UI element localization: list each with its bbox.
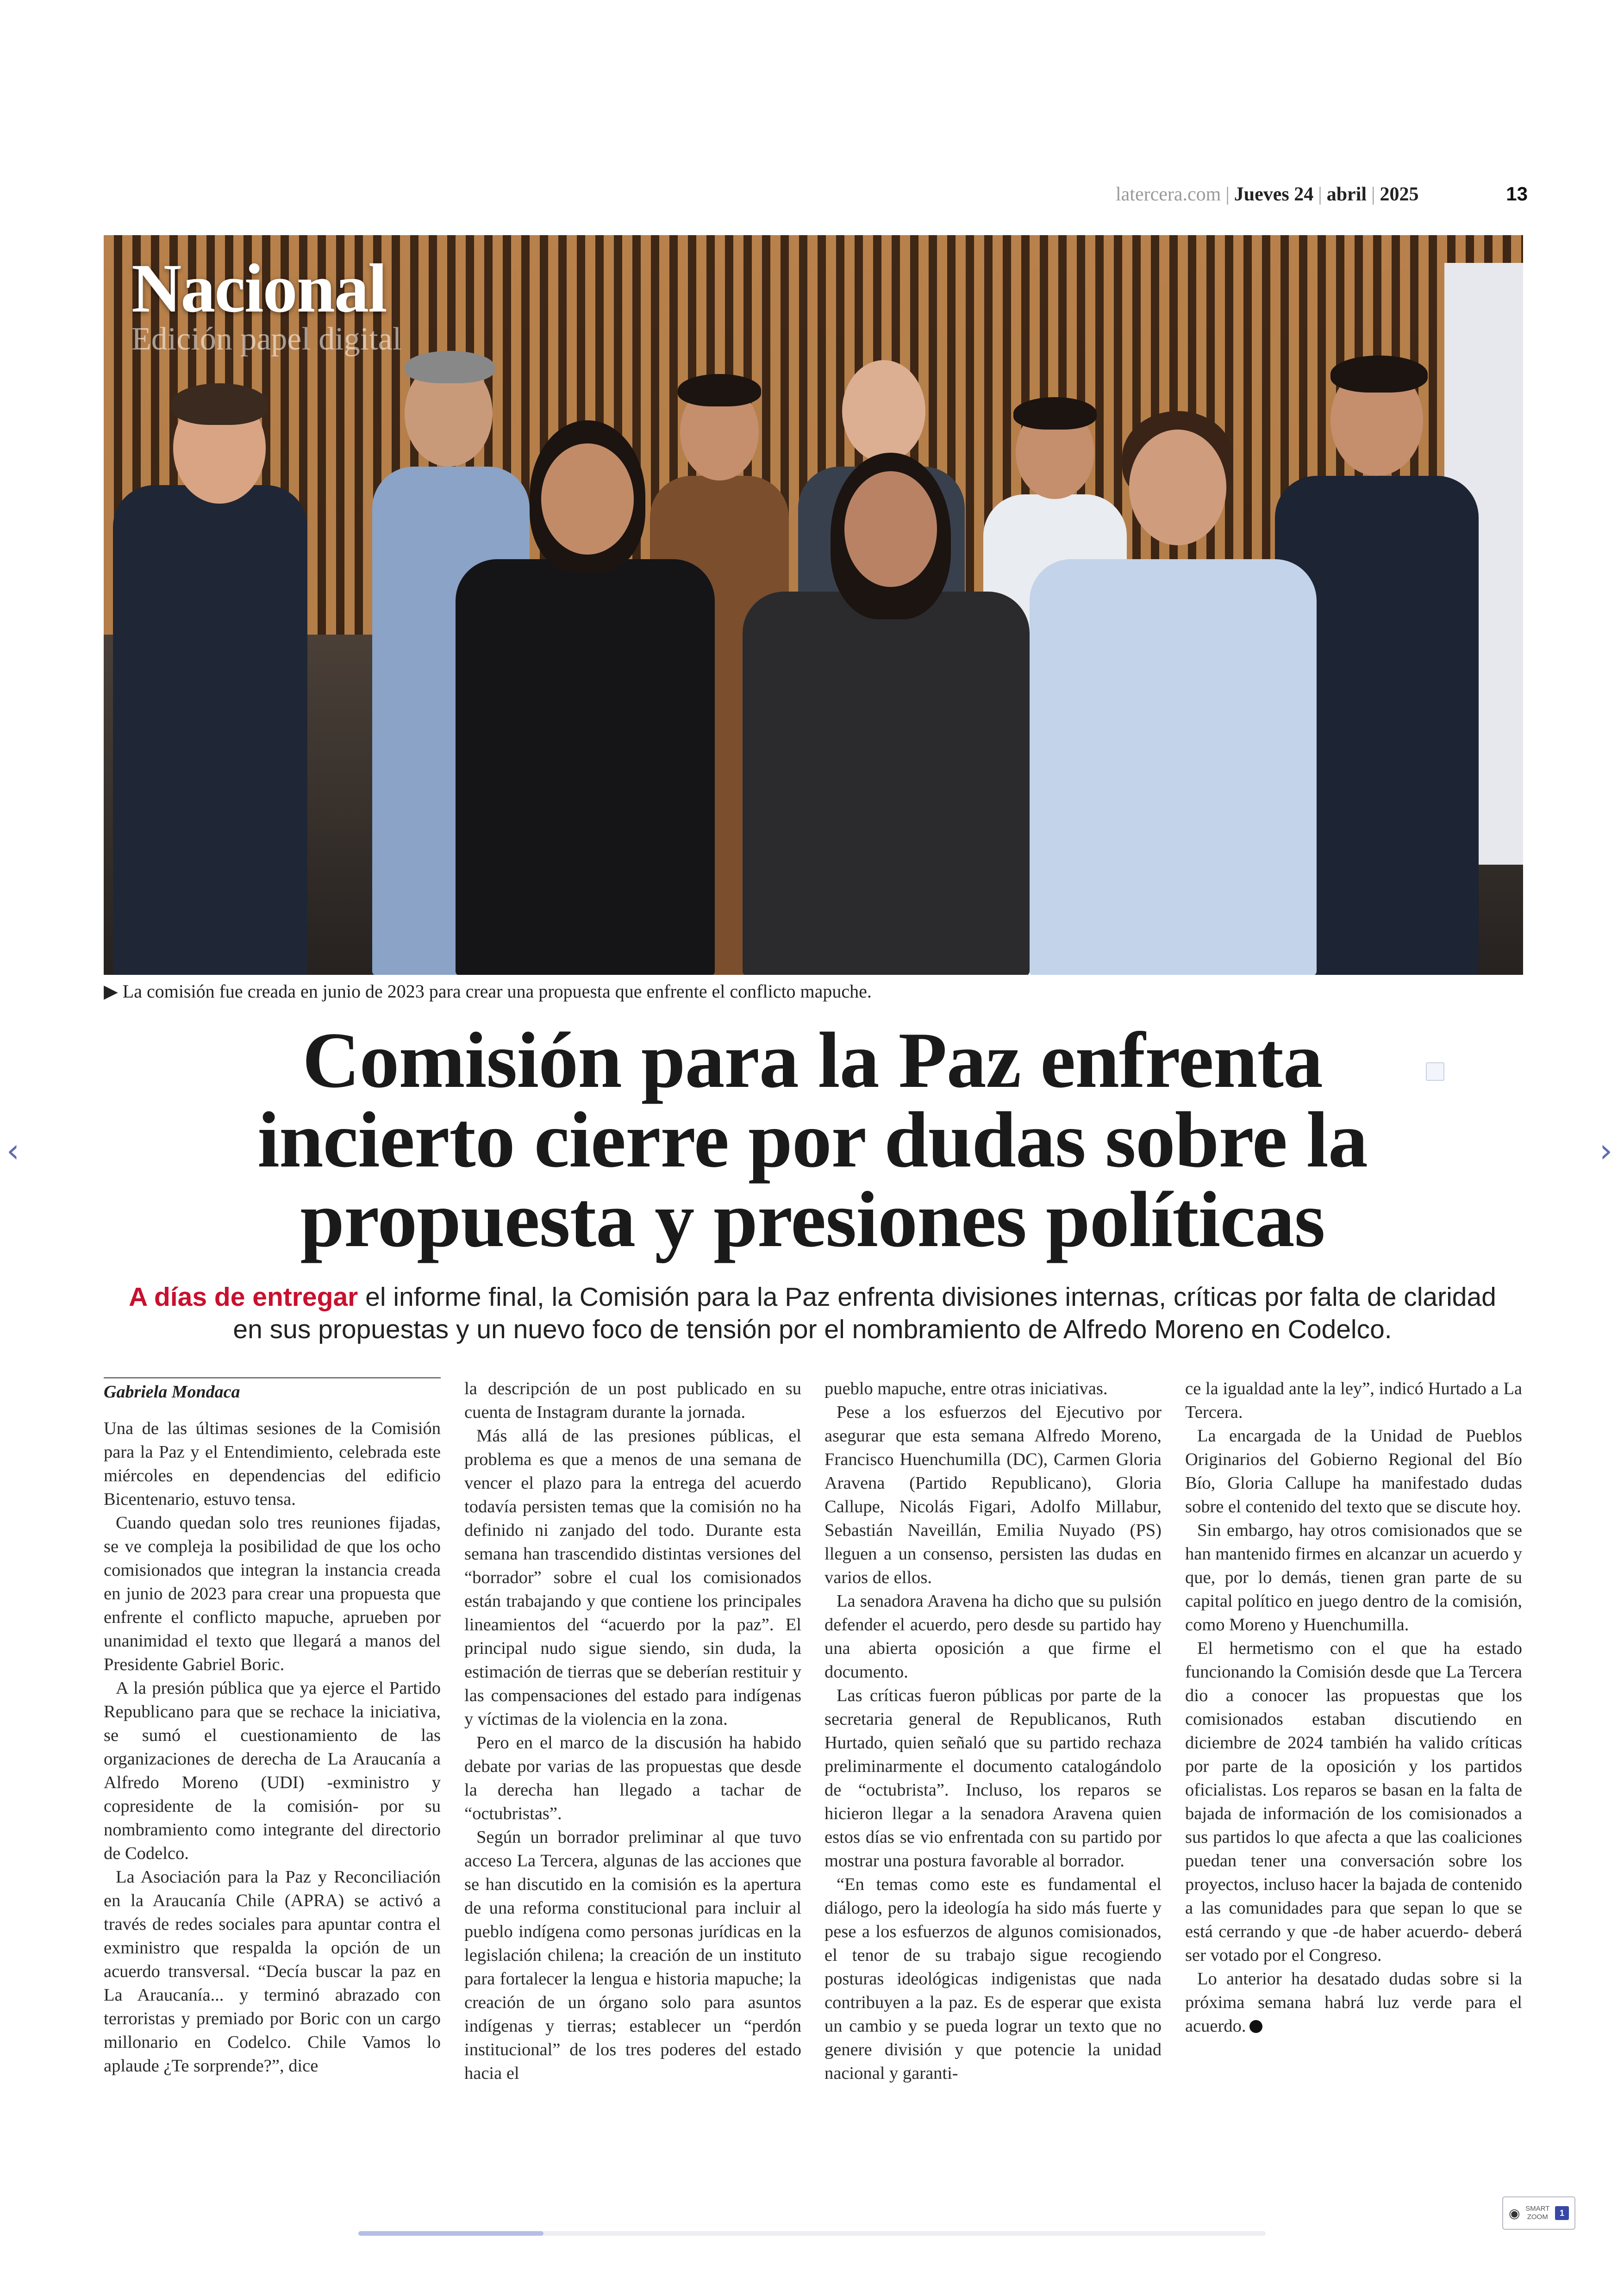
paragraph: La encargada de la Unidad de Pueblos Originarios del Gobierno Regional del Bío Bío, Gloria Callupe ha manifestado dudas sobre el contenido del texto que se discute hoy. — [1185, 1426, 1522, 1516]
paragraph: La Asociación para la Paz y Reconciliación en la Araucanía Chile (APRA) se activó a través de redes sociales para apuntar contra el exministro que respalda la opción de un acuerdo transversal. “Decía buscar la paz en La Araucanía... y terminó abrazado con terroristas y premiado por Boric con un cargo millonario en Codelco. Chile Vamos lo aplaude ¿Te sorprende?”, dice — [104, 1867, 441, 2076]
paragraph-text: Lo anterior ha desatado dudas sobre si la próxima semana habrá luz verde para el acuerdo. — [1185, 1969, 1522, 2036]
headline-line-3: propuesta y presiones políticas — [300, 1176, 1325, 1264]
byline: Gabriela Mondaca — [104, 1377, 441, 1404]
page-header: latercera.com | Jueves 24 | abril | 2025 13 — [1116, 183, 1528, 205]
paragraph: Cuando quedan solo tres reuniones fijadas, se ve compleja la posibilidad de que los ocho comisionados que integran la instancia creada en junio de 2023 para crear una propuesta que enfrente el conflicto mapuche, aprueben por unanimidad el texto que llegará a manos del Presidente Gabriel Boric. — [104, 1513, 441, 1674]
article-link-icon[interactable] — [1426, 1062, 1444, 1081]
paragraph: “En temas como este es fundamental el diálogo, pero la ideología ha sido más fuerte y pese a los esfuerzos de algunos comisionados, el tenor de su trabajo sigue recogiendo posturas ideológicas indigenistas que nada contribuyen a la paz. Es de esperar que exista un cambio y se pueda lograr un texto que no genere división y que potencie la unidad nacional y garanti- — [824, 1875, 1162, 2083]
end-mark-icon — [1249, 2020, 1262, 2033]
article-lead — [111, 1281, 1514, 1346]
paragraph: La senadora Aravena ha dicho que su pulsión defender el acuerdo, pero desde su partido hay una abierta oposición a que firme el documento. — [824, 1591, 1162, 1682]
article-column-2 — [464, 1377, 801, 2085]
header-weekday: Jueves 24 — [1234, 184, 1314, 205]
smart-zoom-label-1: SMART — [1525, 2205, 1550, 2213]
paragraph: Pese a los esfuerzos del Ejecutivo por asegurar que esta semana Alfredo Moreno, Francisco Huenchumilla (DC), Carmen Gloria Aravena (Partido Republicano), Gloria Callupe, Nicolás Figari, Adolfo Millabur, Sebastián Naveillán, Emilia Nuyado (PS) lleguen a un consenso, persisten las dudas en varios de ellos. — [824, 1403, 1162, 1587]
paragraph: la descripción de un post publicado en su cuenta de Instagram durante la jornada. — [464, 1379, 801, 1422]
paragraph: Pero en el marco de la discusión ha habido debate por varias de las propuestas que desde la derecha han llegado a tachar de “octubristas”. — [464, 1733, 801, 1823]
paragraph: Una de las últimas sesiones de la Comisión para la Paz y el Entendimiento, celebrada este miércoles en dependencias del edificio Bicentenario, estuvo tensa. — [104, 1419, 441, 1509]
lead-text: el informe final, la Comisión para la Paz enfrenta divisiones internas, críticas por falta de claridad en sus propuestas y un nuevo foco de tensión por el nombramiento de Alfredo Moreno en Codelco. — [233, 1282, 1496, 1344]
paragraph: A la presión pública que ya ejerce el Partido Republicano para que se rechace la iniciativa, se sumó el cuestionamiento de las organizaciones de derecha de La Araucanía a Alfredo Moreno (UDI) -exministro y copresidente de la comisión- por su nombramiento como integrante del directorio de Codelco. — [104, 1678, 441, 1863]
article-headline — [139, 1017, 1486, 1264]
section-title: Nacional — [131, 250, 387, 327]
chevron-right-icon[interactable]: › — [1599, 1132, 1612, 1170]
smart-zoom-button[interactable] — [1502, 2196, 1575, 2230]
smart-zoom-label-2: ZOOM — [1527, 2213, 1548, 2221]
paragraph: Más allá de las presiones públicas, el problema es que a menos de una semana de vencer el plazo para la entrega del acuerdo todavía persisten temas que la comisión no ha definido ni zanjado del todo. Durante esta semana han trascendido distintas versiones del “borrador” sobre el cual los comisionados están trabajando y que contiene los principales lineamientos del “acuerdo por la paz”. El principal nudo sigue siendo, sin duda, la estimación de tierras que se deberían restituir y las compensaciones del estado para indígenas y víctimas de la violencia en la zona. — [464, 1426, 801, 1729]
article-column-1 — [104, 1377, 441, 2078]
paragraph: Sin embargo, hay otros comisionados que se han mantenido firmes en alcanzar un acuerdo y que, por lo demás, tienen gran parte de su capital político en juego dentro de la comisión, como Moreno y Huenchumilla. — [1185, 1521, 1522, 1634]
paragraph: El hermetismo con el que ha estado funcionando la Comisión desde que La Tercera dio a conocer las propuestas que los comisionados estaban discutiendo en diciembre de 2024 también ha valido críticas por parte de la oposición y los partidos oficialistas. Los reparos se basan en la falta de bajada de información de los comisionados a sus partidos lo que afecta a que las coaliciones puedan tener una conversación sobre los proyectos, incluso hacer la bajada de contenido a las comunidades para que sepan lo que se está cerrando y que -de haber acuerdo- deberá ser votado por el Congreso. — [1185, 1639, 1523, 1965]
paragraph: Según un borrador preliminar al que tuvo acceso La Tercera, algunas de las acciones que se han discutido en la comisión es la apertura de una reforma constitucional para incluir al pueblo indígena como personas jurídicas en la legislación chilena; la creación de un instituto para fortalecer la lengua e historia mapuche; la creación de un órgano solo para asuntos indígenas y tierras; establecer un “perdón institucional” de los tres poderes del estado hacia el — [464, 1827, 801, 2083]
paragraph: Las críticas fueron públicas por parte de la secretaria general de Republicanos, Ruth Hurtado, quien señaló que su partido rechaza preliminarmente el documento catalogándolo de “octubrista”. Incluso, los reparos se hicieron llegar a la senadora Aravena quien estos días se vio enfrentada con su partido por mostrar una postura favorable al borrador. — [824, 1686, 1162, 1871]
caption-text: La comisión fue creada en junio de 2023 para crear una propuesta que enfrente el conflicto mapuche. — [122, 981, 872, 1002]
paragraph — [1185, 1967, 1522, 2038]
site-name: latercera.com — [1116, 184, 1221, 205]
header-year: 2025 — [1380, 184, 1419, 205]
lead-highlight: A días de entregar — [129, 1282, 358, 1312]
group-photo — [104, 235, 1523, 975]
page-number: 13 — [1506, 183, 1528, 205]
eye-icon: ◉ — [1509, 2206, 1520, 2220]
headline-line-2: incierto cierre por dudas sobre la — [257, 1096, 1368, 1184]
section-subtitle: Edición papel digital — [131, 321, 402, 357]
smart-zoom-badge: 1 — [1555, 2206, 1569, 2220]
article-column-4 — [1185, 1377, 1522, 2038]
article-column-3 — [824, 1377, 1162, 2085]
headline-line-1: Comisión para la Paz enfrenta — [302, 1017, 1323, 1104]
photo-caption — [104, 980, 1523, 1002]
header-month: abril — [1326, 184, 1367, 205]
paragraph: ce la igualdad ante la ley”, indicó Hurtado a La Tercera. — [1185, 1379, 1522, 1422]
page-scrollbar-thumb[interactable] — [358, 2231, 543, 2236]
caption-arrow-icon: ▶ — [104, 981, 118, 1002]
paragraph: pueblo mapuche, entre otras iniciativas. — [824, 1379, 1108, 1398]
chevron-left-icon[interactable]: ‹ — [6, 1132, 19, 1170]
